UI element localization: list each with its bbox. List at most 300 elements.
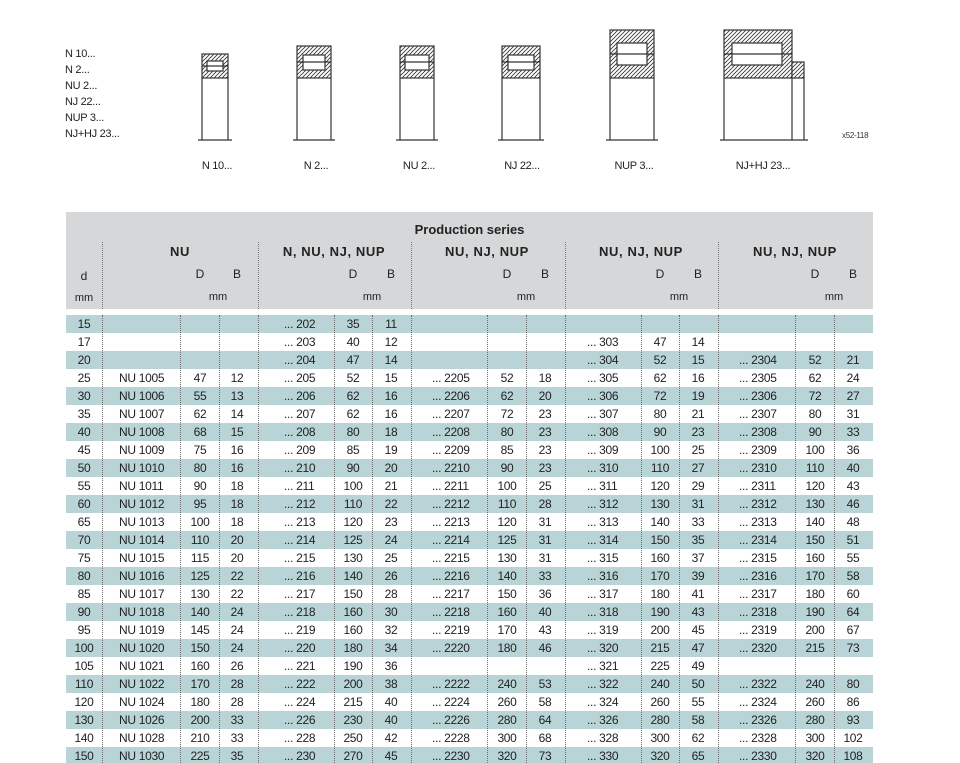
nj22-designation-cell: ... 2210 [432,461,470,475]
n2-B-cell: 20 [384,461,398,475]
nu-B-cell: 22 [230,587,244,601]
nu-D-cell: 125 [190,569,210,583]
nj23-B-cell: 43 [846,479,860,493]
nj23-designation-cell: ... 2305 [739,371,777,385]
column-divider [372,315,373,763]
nup3-D-cell: 260 [650,695,670,709]
table-row [66,459,873,477]
d-cell: 95 [77,623,91,637]
nu-D-cell: 90 [193,479,207,493]
n2-designation-cell: ... 215 [284,551,316,565]
nu-B-cell: 20 [230,533,244,547]
nj23-B-cell: 73 [846,641,860,655]
nu-B-cell: 14 [230,407,244,421]
nj22-designation-cell: ... 2216 [432,569,470,583]
n2-B-cell: 16 [384,407,398,421]
nu-B-header: B [232,267,242,281]
nu-designation-cell: NU 1006 [119,389,165,403]
header-divider [411,242,412,309]
nu-B-cell: 35 [230,749,244,763]
n2-designation-cell: ... 226 [284,713,316,727]
n2-B-cell: 45 [384,749,398,763]
nj22-designation-cell: ... 2214 [432,533,470,547]
nu-designation-cell: NU 1028 [119,731,165,745]
nj22-D-cell: 125 [497,533,517,547]
table-row [66,603,873,621]
n2-B-cell: 32 [384,623,398,637]
nj22-B-cell: 25 [538,479,552,493]
nup3-B-cell: 15 [691,353,705,367]
nu-D-cell: 210 [190,731,210,745]
nj22-B-cell: 28 [538,497,552,511]
group-title-nu: NU [170,244,190,259]
nj23-designation-cell: ... 2308 [739,425,777,439]
n2-D-cell: 150 [343,587,363,601]
n2-D-cell: 85 [346,443,360,457]
n2-designation-cell: ... 214 [284,533,316,547]
nup3-D-cell: 120 [650,479,670,493]
nj23-designation-cell: ... 2311 [739,479,776,493]
nj23-D-cell: 80 [808,407,822,421]
nj22-B-cell: 33 [538,569,552,583]
nup3-D-cell: 100 [650,443,670,457]
n2-designation-cell: ... 220 [284,641,316,655]
n2-B-cell: 34 [384,641,398,655]
nj22-B-cell: 20 [538,389,552,403]
nj23-unit: mm [824,291,844,303]
column-divider [219,315,220,763]
nu-D-cell: 55 [193,389,207,403]
n2-D-cell: 62 [346,389,360,403]
nup3-D-cell: 130 [650,497,670,511]
nj22-designation-cell: ... 2213 [432,515,470,529]
table-row [66,639,873,657]
nu-designation-cell: NU 1011 [119,479,164,493]
nj22-B-cell: 46 [538,641,552,655]
nup3-B-cell: 16 [691,371,705,385]
nj22-D-cell: 160 [497,605,517,619]
d-cell: 45 [77,443,91,457]
nj22-designation-cell: ... 2219 [432,623,470,637]
nj22-B-cell: 68 [538,731,552,745]
nj23-B-cell: 27 [846,389,860,403]
n2-D-cell: 140 [343,569,363,583]
nj23-designation-cell: ... 2309 [739,443,777,457]
d-unit: mm [74,292,94,304]
n2-designation-cell: ... 202 [284,317,316,331]
nup3-B-cell: 43 [691,605,705,619]
nup3-B-cell: 37 [691,551,705,565]
nu-designation-cell: NU 1024 [119,695,165,709]
n2-B-cell: 12 [384,335,398,349]
nj23-D-cell: 215 [805,641,825,655]
nj22-B-cell: 18 [538,371,552,385]
nj22-designation-cell: ... 2230 [432,749,470,763]
n2-B-cell: 38 [384,677,398,691]
n2-B-cell: 19 [384,443,398,457]
n2-D-cell: 230 [343,713,363,727]
nj23-B-cell: 31 [846,407,860,421]
nu-D-cell: 110 [190,533,210,547]
table-row [66,477,873,495]
nu-D-cell: 80 [193,461,207,475]
n2-D-cell: 80 [346,425,360,439]
table-row [66,351,873,369]
nj23-B-cell: 40 [846,461,860,475]
column-divider [411,315,412,763]
nj23-D-cell: 260 [805,695,825,709]
n2-D-header: D [348,267,358,281]
nj22-designation-cell: ... 2208 [432,425,470,439]
d-cell: 100 [74,641,94,655]
d-cell: 105 [74,659,94,673]
column-divider [641,315,642,763]
table-row [66,657,873,675]
nup3-D-cell: 72 [653,389,667,403]
nu-B-cell: 12 [230,371,244,385]
nj23-designation-cell: ... 2312 [739,497,777,511]
nj23-designation-cell: ... 2320 [739,641,777,655]
nup3-designation-cell: ... 313 [587,515,619,529]
n2-B-cell: 22 [384,497,398,511]
n2-designation-cell: ... 219 [284,623,316,637]
nj23-designation-cell: ... 2316 [739,569,777,583]
n2-B-cell: 25 [384,551,398,565]
nup3-B-cell: 62 [691,731,705,745]
n2-designation-cell: ... 210 [284,461,316,475]
bearing-figure-nu2 [396,46,438,140]
nup3-designation-cell: ... 328 [587,731,619,745]
nu-B-cell: 33 [230,731,244,745]
nj23-B-cell: 36 [846,443,860,457]
n2-designation-cell: ... 222 [284,677,316,691]
nj23-D-cell: 200 [805,623,825,637]
nj23-D-cell: 140 [805,515,825,529]
nj22-designation-cell: ... 2207 [432,407,470,421]
d-cell: 65 [77,515,91,529]
n2-D-cell: 200 [343,677,363,691]
d-cell: 15 [77,317,91,331]
nup3-designation-cell: ... 318 [587,605,619,619]
nu-B-cell: 24 [230,623,244,637]
n2-D-cell: 62 [346,407,360,421]
nup3-B-cell: 49 [691,659,705,673]
nj22-D-cell: 62 [500,389,514,403]
nup3-designation-cell: ... 309 [587,443,619,457]
n2-unit: mm [362,291,382,303]
nj23-B-cell: 58 [846,569,860,583]
nup3-D-cell: 47 [653,335,667,349]
d-cell: 140 [74,731,94,745]
n2-B-cell: 40 [384,695,398,709]
nup3-D-cell: 170 [650,569,670,583]
nu-designation-cell: NU 1010 [119,461,165,475]
group-title-nu-nj-nup-23: NU, NJ, NUP [753,244,837,259]
nu-designation-cell: NU 1030 [119,749,165,763]
nj23-D-cell: 180 [805,587,825,601]
nj22-B-cell: 64 [538,713,552,727]
n2-B-header: B [386,267,396,281]
n2-B-cell: 36 [384,659,398,673]
n2-D-cell: 52 [346,371,360,385]
table-row [66,369,873,387]
nj22-unit: mm [516,291,536,303]
nup3-designation-cell: ... 312 [587,497,619,511]
nu-D-cell: 145 [190,623,210,637]
nu-designation-cell: NU 1020 [119,641,165,655]
nup3-B-cell: 27 [691,461,705,475]
nj22-designation-cell: ... 2212 [432,497,470,511]
figure-label-n2: N 2... [303,160,329,172]
nup3-designation-cell: ... 324 [587,695,619,709]
table-row [66,549,873,567]
nup3-designation-cell: ... 320 [587,641,619,655]
nup3-D-cell: 200 [650,623,670,637]
nj23-B-cell: 102 [843,731,863,745]
nj22-D-cell: 240 [497,677,517,691]
n2-B-cell: 11 [385,317,397,331]
n2-designation-cell: ... 204 [284,353,316,367]
nu-designation-cell: NU 1005 [119,371,165,385]
n2-B-cell: 16 [384,389,398,403]
nj23-D-cell: 130 [805,497,825,511]
nj22-designation-cell: ... 2215 [432,551,470,565]
table-row [66,513,873,531]
d-header: d [80,269,88,283]
nj23-B-cell: 33 [846,425,860,439]
n2-B-cell: 30 [384,605,398,619]
nup3-D-cell: 52 [653,353,667,367]
nup3-D-cell: 300 [650,731,670,745]
table-row [66,747,873,763]
nup3-D-cell: 280 [650,713,670,727]
bearing-cross-section-figures [0,0,960,200]
nu-B-cell: 16 [230,461,244,475]
n2-B-cell: 40 [384,713,398,727]
nj23-D-cell: 280 [805,713,825,727]
nj23-designation-cell: ... 2328 [739,731,777,745]
nj22-designation-cell: ... 2206 [432,389,470,403]
nj23-D-cell: 120 [805,479,825,493]
table-row [66,531,873,549]
nj23-D-header: D [810,267,820,281]
nu-B-cell: 20 [230,551,244,565]
table-header [66,212,873,309]
nu-designation-cell: NU 1022 [119,677,165,691]
column-divider [487,315,488,763]
table-row [66,423,873,441]
legend-item: N 2... [65,64,90,76]
nu-designation-cell: NU 1013 [119,515,165,529]
nj23-D-cell: 150 [805,533,825,547]
nj23-designation-cell: ... 2330 [739,749,777,763]
nj23-B-cell: 55 [846,551,860,565]
nu-B-cell: 33 [230,713,244,727]
nup3-designation-cell: ... 306 [587,389,619,403]
nj22-B-cell: 23 [538,407,552,421]
table-row [66,693,873,711]
nj23-D-cell: 72 [808,389,822,403]
table-row [66,333,873,351]
table-row [66,405,873,423]
d-cell: 75 [77,551,91,565]
column-divider [102,315,103,763]
table-row [66,495,873,513]
nj23-D-cell: 90 [808,425,822,439]
nup3-designation-cell: ... 314 [587,533,619,547]
header-divider [565,242,566,309]
nj23-designation-cell: ... 2304 [739,353,777,367]
n2-B-cell: 28 [384,587,398,601]
nu-designation-cell: NU 1026 [119,713,165,727]
nj23-designation-cell: ... 2310 [739,461,777,475]
d-cell: 70 [77,533,91,547]
nj23-designation-cell: ... 2313 [739,515,777,529]
d-cell: 25 [77,371,91,385]
n2-designation-cell: ... 211 [284,479,315,493]
table-row [66,387,873,405]
nu-B-cell: 15 [230,425,244,439]
n2-designation-cell: ... 207 [284,407,316,421]
nj22-D-cell: 110 [497,497,517,511]
nu-B-cell: 24 [230,605,244,619]
column-divider [718,315,719,763]
n2-D-cell: 100 [343,479,363,493]
legend-item: NUP 3... [65,112,104,124]
n2-B-cell: 26 [384,569,398,583]
nup3-D-cell: 140 [650,515,670,529]
n2-designation-cell: ... 209 [284,443,316,457]
bearing-figure-njhj23 [720,30,808,140]
nup3-B-cell: 33 [691,515,705,529]
nj22-D-cell: 180 [497,641,517,655]
dimension-table [66,212,873,763]
table-row [66,621,873,639]
n2-D-cell: 180 [343,641,363,655]
nup3-D-cell: 225 [650,659,670,673]
column-divider [834,315,835,763]
nu-D-cell: 95 [193,497,207,511]
figure-label-nu2: NU 2... [402,160,436,172]
n2-designation-cell: ... 203 [284,335,316,349]
table-row [66,315,873,333]
d-cell: 55 [77,479,91,493]
nj22-designation-cell: ... 2209 [432,443,470,457]
nup3-designation-cell: ... 322 [587,677,619,691]
column-divider [180,315,181,763]
bearing-figure-n10 [198,54,232,140]
nj23-B-cell: 24 [846,371,860,385]
d-cell: 110 [74,677,94,691]
nu-B-cell: 13 [230,389,244,403]
n2-D-cell: 110 [343,497,363,511]
nj22-D-cell: 320 [497,749,517,763]
n2-designation-cell: ... 217 [284,587,316,601]
nup3-designation-cell: ... 330 [587,749,619,763]
nj22-B-cell: 31 [538,551,552,565]
nj23-D-cell: 160 [805,551,825,565]
nj23-B-cell: 60 [846,587,860,601]
nup3-B-cell: 55 [691,695,705,709]
nj23-designation-cell: ... 2307 [739,407,777,421]
nj23-B-header: B [848,267,858,281]
nu-designation-cell: NU 1021 [119,659,165,673]
nu-D-header: D [195,267,205,281]
column-divider [334,315,335,763]
bearing-figure-nup3 [606,30,658,140]
nu-B-cell: 28 [230,695,244,709]
nup3-B-cell: 23 [691,425,705,439]
nj23-D-cell: 100 [805,443,825,457]
nup3-B-cell: 58 [691,713,705,727]
bearing-figure-nj22 [498,46,544,140]
n2-designation-cell: ... 224 [284,695,316,709]
nj23-B-cell: 46 [846,497,860,511]
nu-D-cell: 130 [190,587,210,601]
nup3-B-cell: 35 [691,533,705,547]
d-cell: 30 [77,389,91,403]
nj22-D-cell: 280 [497,713,517,727]
legend-item: N 10... [65,48,96,60]
nup3-designation-cell: ... 308 [587,425,619,439]
nj22-B-cell: 53 [538,677,552,691]
d-cell: 20 [77,353,91,367]
n2-B-cell: 21 [384,479,398,493]
nj22-designation-cell: ... 2218 [432,605,470,619]
column-divider [795,315,796,763]
nj22-D-cell: 80 [500,425,514,439]
legend-item: NU 2... [65,80,98,92]
nj23-D-cell: 190 [805,605,825,619]
column-divider [679,315,680,763]
nj22-designation-cell: ... 2211 [432,479,469,493]
nj23-B-cell: 93 [846,713,860,727]
n2-designation-cell: ... 228 [284,731,316,745]
nup3-designation-cell: ... 316 [587,569,619,583]
nu-B-cell: 26 [230,659,244,673]
nup3-designation-cell: ... 307 [587,407,619,421]
nup3-designation-cell: ... 304 [587,353,619,367]
nu-B-cell: 28 [230,677,244,691]
table-row [66,567,873,585]
column-divider [258,315,259,763]
d-cell: 50 [77,461,91,475]
nj23-B-cell: 48 [846,515,860,529]
n2-D-cell: 190 [343,659,363,673]
nj22-B-cell: 40 [538,605,552,619]
n2-B-cell: 14 [384,353,398,367]
nup3-D-cell: 320 [650,749,670,763]
table-title: Production series [414,222,525,237]
figure-label-nup3: NUP 3... [614,160,654,172]
nu-B-cell: 24 [230,641,244,655]
n2-B-cell: 18 [384,425,398,439]
figure-code: x52-118 [842,131,869,140]
nup3-B-cell: 21 [691,407,705,421]
nup3-D-cell: 240 [650,677,670,691]
nj22-B-header: B [540,267,550,281]
nj23-designation-cell: ... 2314 [739,533,777,547]
nup3-designation-cell: ... 317 [587,587,619,601]
nu-B-cell: 18 [230,479,244,493]
nj22-D-cell: 52 [500,371,514,385]
nu-D-cell: 225 [190,749,210,763]
nup3-designation-cell: ... 311 [587,479,618,493]
bearing-figure-n2 [293,46,335,140]
nj23-designation-cell: ... 2322 [739,677,777,691]
nj22-B-cell: 23 [538,425,552,439]
nu-designation-cell: NU 1018 [119,605,165,619]
